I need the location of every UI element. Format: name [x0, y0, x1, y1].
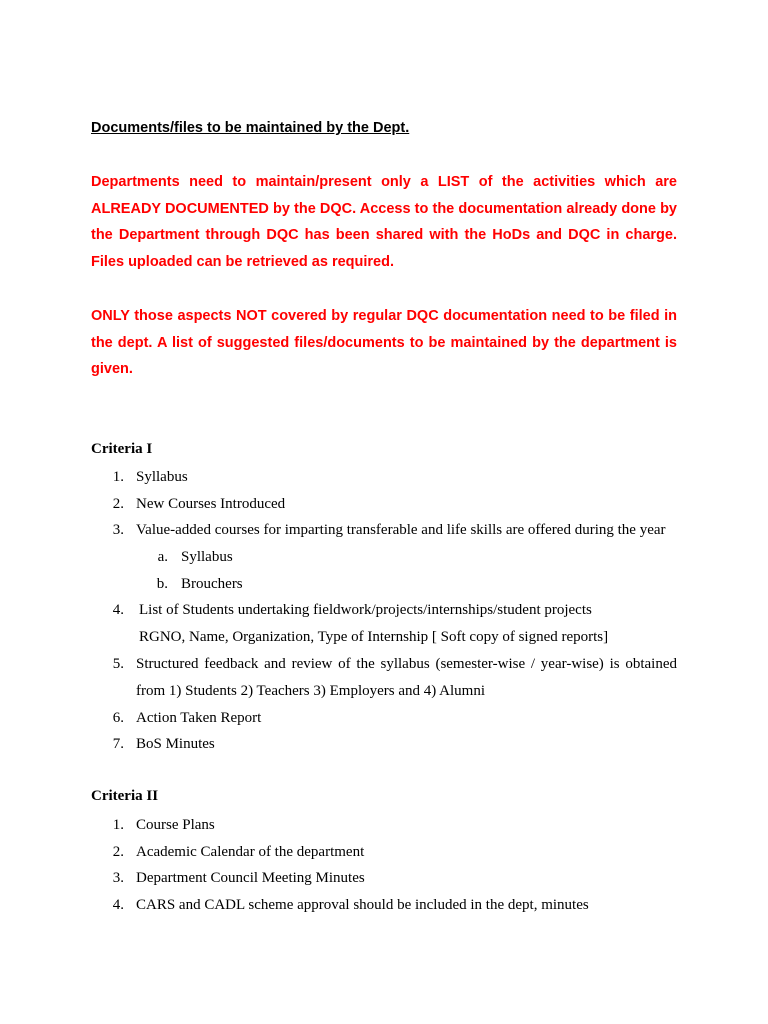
- list-item-number: 2.: [112, 844, 124, 860]
- list-item-number: 3.: [112, 522, 124, 538]
- list-item-number: 1.: [112, 469, 124, 485]
- list-item-text: List of Students undertaking fieldwork/projects/internships/student projects: [139, 602, 592, 618]
- list-item-text: Academic Calendar of the department: [136, 844, 365, 860]
- criteria-1-heading: Criteria I: [91, 441, 153, 457]
- list-item-text: Syllabus: [136, 469, 188, 485]
- list-item-text: Value-added courses for imparting transferable and life skills are offered during the year: [136, 522, 666, 538]
- notice-paragraph-1: Departments need to maintain/present only a LIST of the activities which are ALREADY DOCUMENTED by the DQC. Access to the documentation already done by the Department through DQC has been shared with the HoDs and DQC in charge. Files uploaded can be retrieved as required.: [91, 174, 677, 271]
- criteria-2-heading: Criteria II: [91, 788, 159, 804]
- list-item-number: 3.: [112, 870, 124, 886]
- list-item-number: 4.: [112, 897, 124, 913]
- list-item-text: from 1) Students 2) Teachers 3) Employers and 4) Alumni: [136, 683, 486, 699]
- list-item-number: 2.: [112, 496, 124, 512]
- list-item-text: New Courses Introduced: [136, 496, 286, 512]
- list-item-text: Department Council Meeting Minutes: [136, 870, 365, 886]
- notice-paragraph-2: ONLY those aspects NOT covered by regular DQC documentation need to be filed in the dept. A list of suggested files/documents to be maintained by the department is given.: [91, 308, 677, 378]
- sub-list-item-text: Syllabus: [181, 549, 233, 565]
- list-item-text: BoS Minutes: [136, 736, 215, 752]
- list-item-text: CARS and CADL scheme approval should be included in the dept, minutes: [136, 897, 589, 913]
- list-item-number: 5.: [112, 656, 124, 672]
- list-item-text: Action Taken Report: [136, 710, 262, 726]
- list-item-number: 7.: [112, 736, 124, 752]
- document-title: Documents/files to be maintained by the Dept.: [91, 120, 410, 136]
- list-item-number: 6.: [112, 710, 124, 726]
- list-item-text: Structured feedback and review of the syllabus (semester-wise / year-wise) is obtained: [136, 656, 677, 672]
- list-item-text: Course Plans: [136, 817, 215, 833]
- list-item-number: 4.: [112, 602, 124, 618]
- sub-list-item-letter: b.: [156, 576, 168, 592]
- list-item-number: 1.: [112, 817, 124, 833]
- list-item-text: RGNO, Name, Organization, Type of Internship [ Soft copy of signed reports]: [139, 629, 609, 645]
- sub-list-item-letter: a.: [157, 549, 168, 565]
- sub-list-item-text: Brouchers: [181, 576, 243, 592]
